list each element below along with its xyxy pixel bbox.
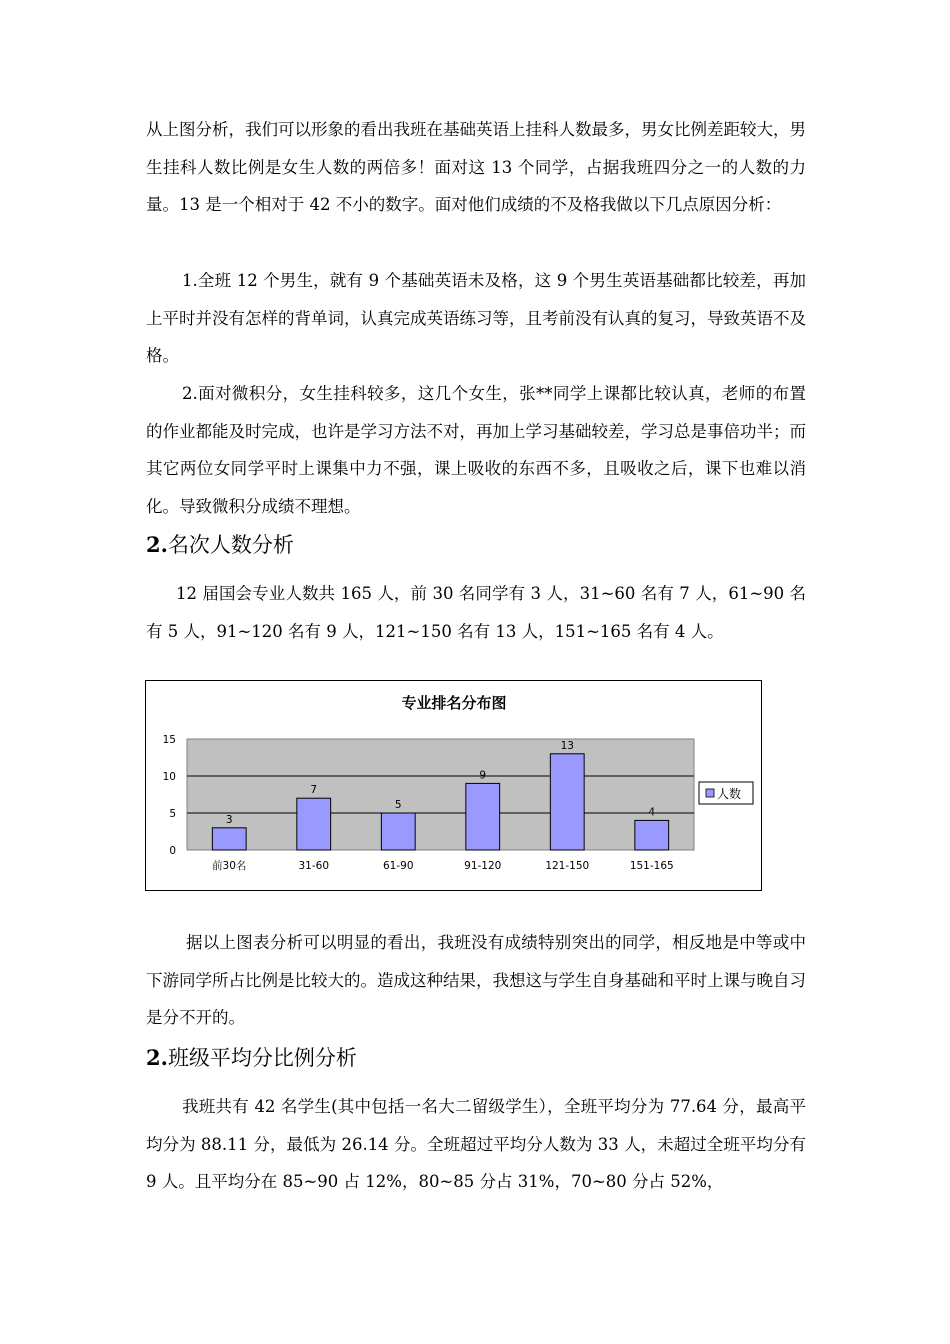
y-tick-label: 10 <box>162 771 176 783</box>
bar-value-label: 4 <box>648 806 656 819</box>
legend <box>699 782 753 804</box>
bar <box>466 783 500 850</box>
plot-area <box>187 739 694 850</box>
ranking-distribution-chart <box>145 680 762 891</box>
y-tick-label: 15 <box>162 734 176 746</box>
heading-average-analysis <box>146 1043 357 1073</box>
heading-number: 2. <box>146 532 168 557</box>
x-tick-label: 151-165 <box>629 860 674 872</box>
x-tick-label: 121-150 <box>545 860 590 872</box>
chart-title: 专业排名分布图 <box>401 694 507 712</box>
bar-value-label: 13 <box>560 739 574 752</box>
x-tick-label: 61-90 <box>382 860 414 872</box>
bar-value-label: 9 <box>479 769 487 782</box>
bar-value-label: 5 <box>394 799 402 811</box>
paragraph-ranking-counts: 12 届国会专业人数共 165 人，前 30 名同学有 3 人，31~60 名有 7 人，61~90 名有 5 人，91~120 名有 9 人，121~150 名有 13 人，151~165 名有 4 人。 <box>146 584 806 641</box>
y-tick-label: 0 <box>169 845 176 857</box>
bar <box>297 798 331 850</box>
bar-value-label: 7 <box>310 784 318 797</box>
x-tick-label: 前30名 <box>212 860 247 872</box>
y-tick-label: 5 <box>169 808 176 820</box>
paragraph-average-scores: 我班共有 42 名学生(其中包括一名大二留级学生），全班平均分为 77.64 分，最高平均分为 88.11 分，最低为 26.14 分。全班超过平均分人数为 33 人，未超过全班平均分有 9 人。且平均分在 85~90 占 12%，80~85 分占 31%，70~80 分占 52%， <box>146 1097 806 1192</box>
chart-svg <box>146 681 761 890</box>
paragraph-english-failure-analysis: 从上图分析，我们可以形象的看出我班在基础英语上挂科人数最多，男女比例差距较大，男生挂科人数比例是女生人数的两倍多！面对这 13 个同学，占据我班四分之一的人数的力量。13 是一个相对于 42 不小的数字。面对他们成绩的不及格我做以下几点原因分析： <box>146 120 806 215</box>
bar <box>635 820 669 850</box>
legend-label: 人数 <box>717 787 742 801</box>
heading-text: 班级平均分比例分析 <box>167 1046 357 1070</box>
bar-value-label: 3 <box>225 813 233 826</box>
bar <box>212 828 246 850</box>
x-axis-ticks <box>212 859 674 872</box>
y-axis-ticks <box>163 734 176 857</box>
bar <box>550 754 584 850</box>
heading-text: 名次人数分析 <box>167 533 294 557</box>
paragraph-chart-conclusion: 据以上图表分析可以明显的看出，我班没有成绩特别突出的同学，相反地是中等或中下游同学所占比例是比较大的。造成这种结果，我想这与学生自身基础和平时上课与晚自习是分不开的。 <box>146 933 806 1028</box>
heading-ranking-analysis <box>146 530 294 560</box>
legend-swatch <box>706 789 714 797</box>
paragraph-male-students-reason: 1.全班 12 个男生，就有 9 个基础英语未及格，这 9 个男生英语基础都比较差，再加上平时并没有怎样的背单词，认真完成英语练习等，且考前没有认真的复习，导致英语不及格。 <box>146 271 806 366</box>
heading-number: 2. <box>146 1045 168 1070</box>
paragraph-calculus-reason: 2.面对微积分，女生挂科较多，这几个女生，张**同学上课都比较认真，老师的布置的作业都能及时完成，也许是学习方法不对，再加上学习基础较差，学习总是事倍功半；而其它两位女同学平时上课集中力不强，课上吸收的东西不多，且吸收之后，课下也难以消化。导致微积分成绩不理想。 <box>146 384 806 517</box>
bar <box>381 813 415 850</box>
x-tick-label: 91-120 <box>464 860 502 872</box>
x-tick-label: 31-60 <box>298 860 330 872</box>
